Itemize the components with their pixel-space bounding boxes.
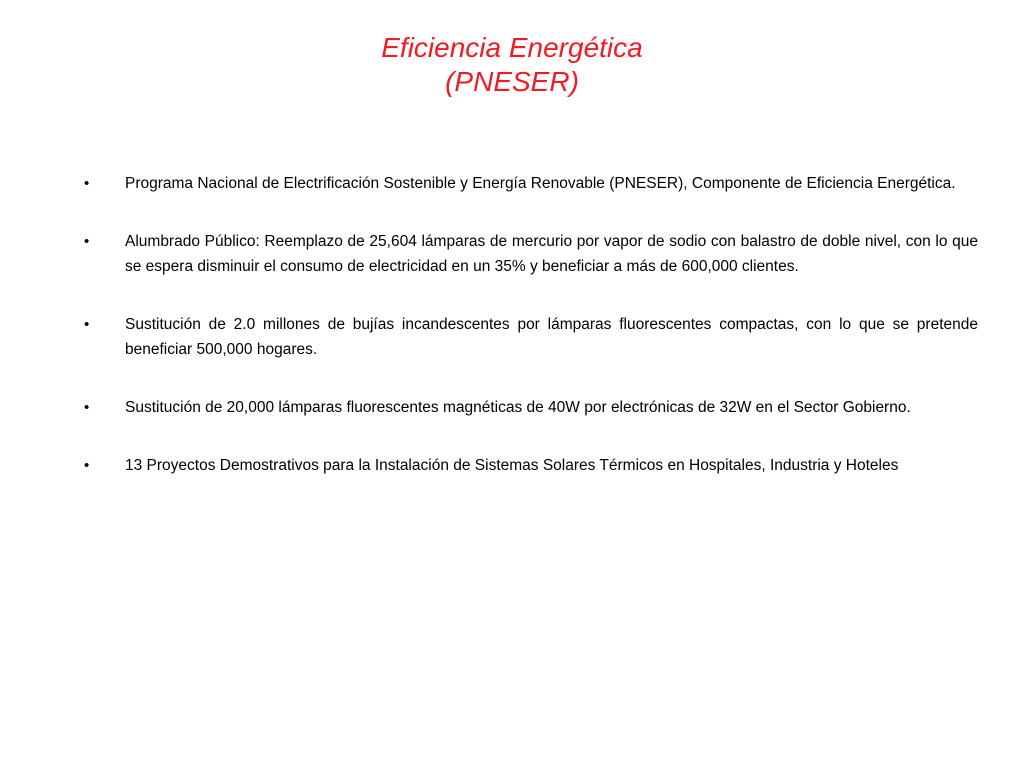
- bullet-text: Sustitución de 2.0 millones de bujías incandescentes por lámparas fluorescentes compactas, con lo que se pretende beneficiar 500,000 hogares.: [125, 316, 978, 358]
- bullet-text: Alumbrado Público: Reemplazo de 25,604 lámparas de mercurio por vapor de sodio con balastro de doble nivel, con lo que se espera disminuir el consumo de electricidad en un 35% y beneficiar a más de 600,000 clientes.: [125, 233, 978, 275]
- bullet-item: [84, 229, 978, 279]
- bullet-marker-icon: •: [84, 233, 90, 250]
- slide-title: [0, 31, 1024, 99]
- bullet-text: 13 Proyectos Demostrativos para la Instalación de Sistemas Solares Térmicos en Hospitales, Industria y Hoteles: [125, 457, 899, 474]
- bullet-list: [84, 171, 978, 511]
- bullet-text: Sustitución de 20,000 lámparas fluorescentes magnéticas de 40W por electrónicas de 32W en el Sector Gobierno.: [125, 399, 911, 416]
- bullet-item: [84, 171, 978, 196]
- bullet-item: [84, 453, 978, 478]
- bullet-item: [84, 395, 978, 420]
- bullet-text: Programa Nacional de Electrificación Sostenible y Energía Renovable (PNESER), Componente de Eficiencia Energética.: [125, 175, 956, 192]
- bullet-marker-icon: •: [84, 175, 90, 192]
- title-line-2: (PNESER): [445, 66, 579, 97]
- bullet-marker-icon: •: [84, 457, 90, 474]
- bullet-marker-icon: •: [84, 316, 90, 333]
- bullet-item: [84, 312, 978, 362]
- bullet-marker-icon: •: [84, 399, 90, 416]
- title-line-1: Eficiencia Energética: [381, 32, 643, 63]
